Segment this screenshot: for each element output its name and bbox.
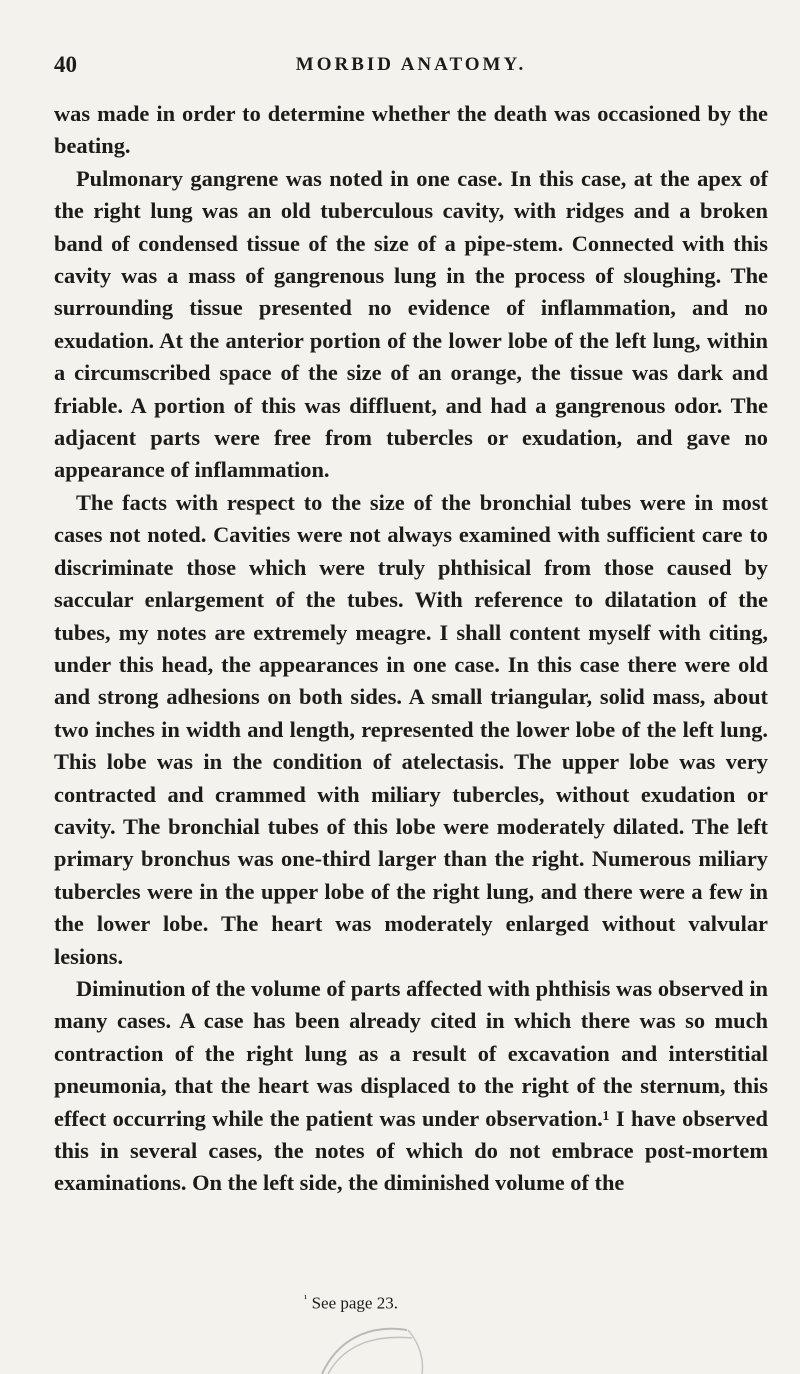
footnote-marker: ¹ <box>304 1293 308 1305</box>
paragraph-4: Diminution of the volume of parts affected with phthisis was observed in many cases. A case has been already cited in which there was so much contraction of the right lung as a result of excavation and interstitial pneumonia, that the heart was displaced to the right of the sternum, this effect occurring while the patient was under observation.¹ I have observed this in several cases, the notes of which do not embrace post-mortem examinations. On the left side, the diminished volume of the <box>54 975 768 1196</box>
paragraph-2: Pulmonary gangrene was noted in one case. In this case, at the apex of the right lung was an old tuberculous cavity, with ridges and a broken band of condensed tissue of the size of a pipe-stem. Connected with this cavity was a mass of gangrenous lung in the process of sloughing. The surrounding tissue presented no evidence of inflammation, and no exudation. At the anterior portion of the lower lobe of the left lung, within a circumscribed space of the size of an orange, the tissue was dark and friable. A portion of this was diffluent, and had a gangrenous odor. The adjacent parts were free from tubercles or exudation, and gave no appearance of inflammation. <box>54 165 768 483</box>
footnote <box>304 1293 398 1314</box>
body-text <box>54 98 768 1200</box>
page-header <box>54 52 768 86</box>
page <box>54 52 768 1200</box>
library-stamp-icon <box>312 1316 432 1374</box>
page-number: 40 <box>54 52 77 77</box>
paragraph-3: The facts with respect to the size of the bronchial tubes were in most cases not noted. Cavities were not always examined with sufficient care to discriminate those which were truly phthisical from those caused by saccular enlargement of the tubes. With reference to dilatation of the tubes, my notes are extremely meagre. I shall content myself with citing, under this head, the appearances in one case. In this case there were old and strong adhesions on both sides. A small triangular, solid mass, about two inches in width and length, represented the lower lobe of the left lung. This lobe was in the condition of atelectasis. The upper lobe was very contracted and crammed with miliary tubercles, without exudation or cavity. The bronchial tubes of this lobe were moderately dilated. The left primary bronchus was one-third larger than the right. Numerous miliary tubercles were in the upper lobe of the right lung, and there were a few in the lower lobe. The heart was moderately enlarged without valvular lesions. <box>54 489 768 969</box>
paragraph-1: was made in order to determine whether the death was occasioned by the beating. <box>54 101 768 159</box>
running-head: MORBID ANATOMY. <box>295 54 527 75</box>
footnote-text: See page 23. <box>311 1293 398 1313</box>
